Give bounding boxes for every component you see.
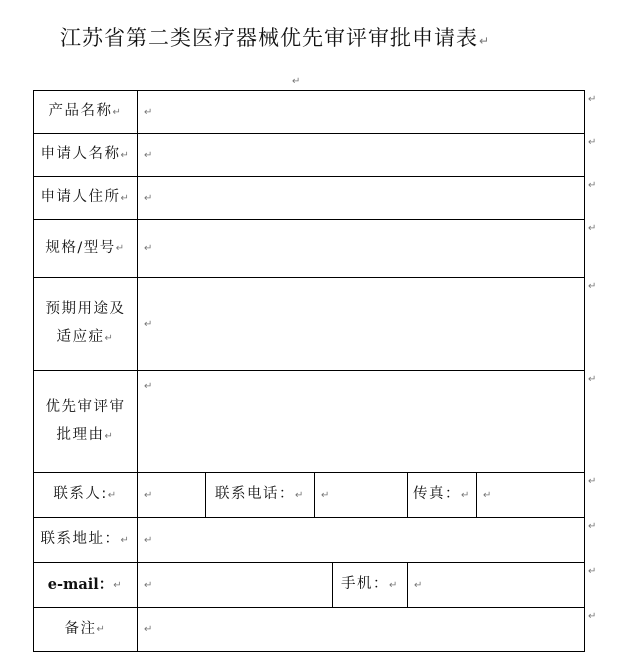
contact-address-field[interactable]: ↵ bbox=[144, 534, 153, 546]
spec-model-field[interactable]: ↵ bbox=[144, 243, 153, 254]
title-text: 江苏省第二类医疗器械优先审评审批申请表 bbox=[60, 26, 478, 50]
row-end-mark-icon: ↵ bbox=[588, 281, 597, 292]
contact-person-field[interactable]: ↵ bbox=[144, 489, 153, 501]
spec-model-label: 规格/型号 ↵ bbox=[45, 239, 126, 256]
table-border-right bbox=[584, 90, 585, 652]
contact-person-label: 联系人: ↵ bbox=[53, 486, 118, 503]
applicant-address-label: 申请人住所 ↵ bbox=[40, 189, 131, 206]
row-end-mark-icon: ↵ bbox=[588, 476, 597, 487]
row-end-mark-icon: ↵ bbox=[588, 180, 597, 191]
product-name-field[interactable]: ↵ bbox=[144, 106, 153, 118]
applicant-address-field[interactable]: ↵ bbox=[144, 192, 153, 204]
row-end-mark-icon: ↵ bbox=[588, 223, 597, 234]
email-label: e-mail： ↵ bbox=[47, 576, 124, 594]
fax-field[interactable]: ↵ bbox=[483, 489, 492, 501]
contact-phone-field[interactable]: ↵ bbox=[321, 489, 330, 501]
row-end-mark-icon: ↵ bbox=[588, 611, 597, 622]
row-end-mark-icon: ↵ bbox=[588, 566, 597, 577]
page-title bbox=[60, 22, 490, 52]
contact-address-label: 联系地址： ↵ bbox=[40, 531, 131, 548]
row-end-mark-icon: ↵ bbox=[588, 137, 597, 148]
mobile-label: 手机： ↵ bbox=[341, 576, 399, 593]
remarks-field[interactable]: ↵ bbox=[144, 624, 153, 635]
priority-reason-label: 优先审评审 批理由↵ bbox=[45, 398, 126, 443]
mobile-field[interactable]: ↵ bbox=[414, 579, 423, 591]
fax-label: 传真： ↵ bbox=[413, 486, 471, 503]
row-end-mark-icon: ↵ bbox=[588, 521, 597, 532]
table-border-bottom bbox=[33, 651, 585, 652]
contact-phone-label: 联系电话： ↵ bbox=[215, 486, 305, 503]
row-end-mark-icon: ↵ bbox=[588, 94, 597, 105]
remarks-label: 备注 ↵ bbox=[64, 620, 107, 637]
intended-use-field[interactable]: ↵ bbox=[144, 318, 153, 330]
paragraph-mark-icon: ↵ bbox=[479, 34, 491, 48]
priority-reason-field[interactable]: ↵ bbox=[144, 381, 153, 392]
product-name-label: 产品名称 ↵ bbox=[48, 103, 123, 120]
email-field[interactable]: ↵ bbox=[144, 579, 153, 591]
paragraph-mark-icon: ↵ bbox=[292, 76, 301, 87]
row-end-mark-icon: ↵ bbox=[588, 374, 597, 385]
applicant-name-label: 申请人名称 ↵ bbox=[40, 146, 131, 163]
intended-use-label: 预期用途及 适应症↵ bbox=[45, 301, 126, 345]
applicant-name-field[interactable]: ↵ bbox=[144, 149, 153, 161]
